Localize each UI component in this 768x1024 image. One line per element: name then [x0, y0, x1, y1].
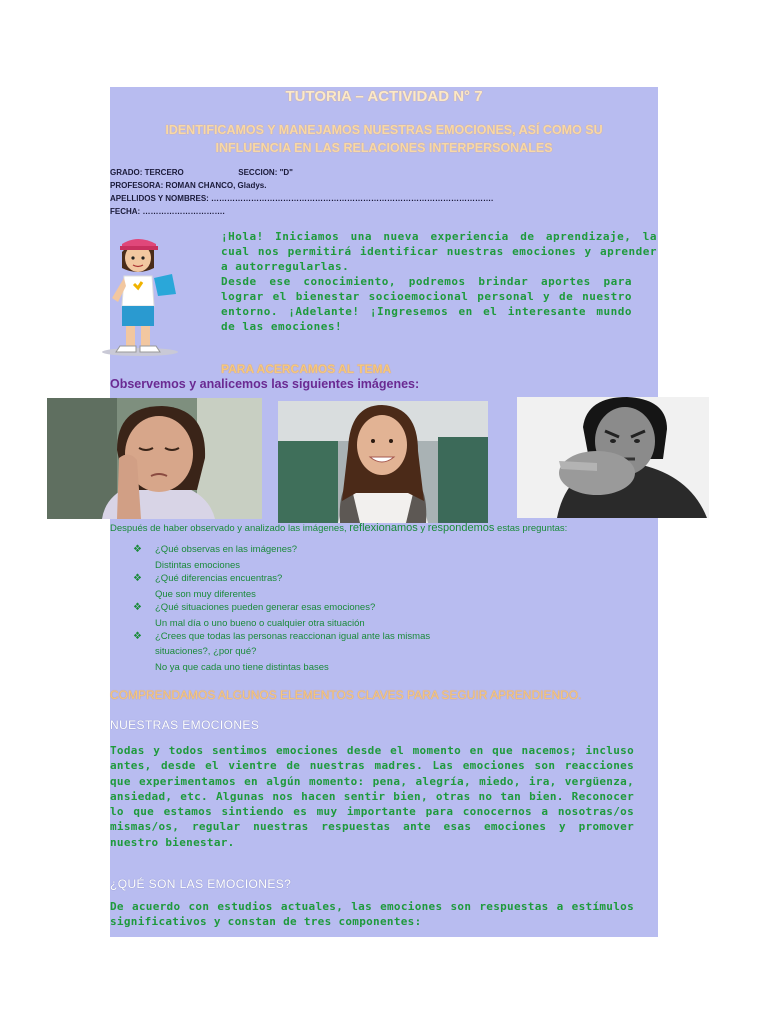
reflection-text-end: estas preguntas: — [494, 523, 568, 534]
fecha-field[interactable]: FECHA: …………………………. — [110, 207, 225, 216]
grado-label: GRADO: TERCERO — [110, 168, 184, 177]
diamond-bullet-icon: ❖ — [133, 602, 142, 613]
question-text: ¿Qué diferencias encuentras? — [155, 573, 283, 584]
seccion-label: SECCION: "D" — [238, 168, 293, 177]
diamond-bullet-icon: ❖ — [133, 544, 142, 555]
diamond-bullet-icon: ❖ — [133, 573, 142, 584]
reflection-text-mid: y — [417, 523, 428, 534]
emotions-paragraph: Todas y todos sentimos emociones desde el momento en que nacemos; incluso antes, desde el vientre de nuestras madres. Las emociones son reacciones que experimentamos en algún momento: pena, alegría, miedo, ira, vergüenza, ansiedad, etc. Algunas nos hacen sentir bien, otras no tan bien. Reconocer lo que estamos sintiendo es muy importante para conocernos a nosotras/os mismas/os, regular nuestras respuestas ante esas emociones y promover nuestro bienestar. — [110, 744, 634, 849]
profesora-label: PROFESORA: ROMAN CHANCO, Gladys. — [110, 181, 267, 190]
questions-list — [133, 544, 633, 684]
reflection-word-respondemos: respondemos — [427, 522, 495, 534]
grado-line — [110, 168, 293, 177]
section-heading-comprendamos: COMPRENDAMOS ALGUNOS ELEMENTOS CLAVES PARA SEGUIR APRENDIENDO. — [110, 688, 582, 702]
intro-paragraph-2: Desde ese conocimiento, podremos brindar aportes para lograr el bienestar socioemocional personal y de nuestro entorno. ¡Adelante! ¡Ingresemos en el interesante mundo de las emociones! — [221, 275, 632, 333]
question-text: ¿Qué situaciones pueden generar esas emociones? — [155, 602, 376, 613]
page-subtitle: IDENTIFICAMOS Y MANEJAMOS NUESTRAS EMOCIONES, ASÍ COMO SU INFLUENCIA EN LAS RELACIONES INTERPERSONALES — [165, 123, 603, 155]
page-title: TUTORIA – ACTIVIDAD N° 7 — [285, 88, 483, 105]
photo-happy-girl — [278, 401, 488, 523]
answer-text[interactable]: Que son muy diferentes — [155, 589, 256, 600]
intro-paragraph-1: ¡Hola! Iniciamos una nueva experiencia de aprendizaje, la cual nos permitirá identificar nuestras emociones y aprender a autorregularlas. — [221, 230, 657, 273]
question-text-continued: situaciones?, ¿por qué? — [155, 646, 257, 657]
subheading-nuestras-emociones: NUESTRAS EMOCIONES — [110, 718, 260, 732]
answer-text[interactable]: Un mal día o uno bueno o cualquier otra situación — [155, 618, 365, 629]
subheading-que-son-emociones: ¿QUÉ SON LAS EMOCIONES? — [110, 877, 292, 891]
photo-sad-girl — [47, 398, 262, 519]
images-instruction: Observemos y analicemos las siguientes imágenes: — [110, 377, 420, 391]
reflection-instruction — [110, 522, 567, 534]
question-text: ¿Crees que todas las personas reaccionan igual ante las mismas — [155, 631, 431, 642]
reflection-text-start: Después de haber observado y analizado las imágenes, — [110, 523, 350, 534]
apellidos-field[interactable]: APELLIDOS Y NOMBRES: ……………………………………………………………………………………………. — [110, 194, 494, 203]
answer-text[interactable]: Distintas emociones — [155, 560, 241, 571]
answer-text[interactable]: No ya que cada uno tiene distintas bases — [155, 662, 329, 673]
student-girl-illustration — [98, 232, 188, 358]
section-heading-acercamos: PARA ACERCAMOS AL TEMA — [221, 362, 392, 376]
diamond-bullet-icon: ❖ — [133, 631, 142, 642]
question-text: ¿Qué observas en las imágenes? — [155, 544, 298, 555]
photo-angry-man — [517, 397, 709, 518]
definition-paragraph: De acuerdo con estudios actuales, las emociones son respuestas a estímulos significativos y constan de tres componentes: — [110, 900, 634, 929]
reflection-word-reflexionamos: reflexionamos — [349, 522, 418, 534]
